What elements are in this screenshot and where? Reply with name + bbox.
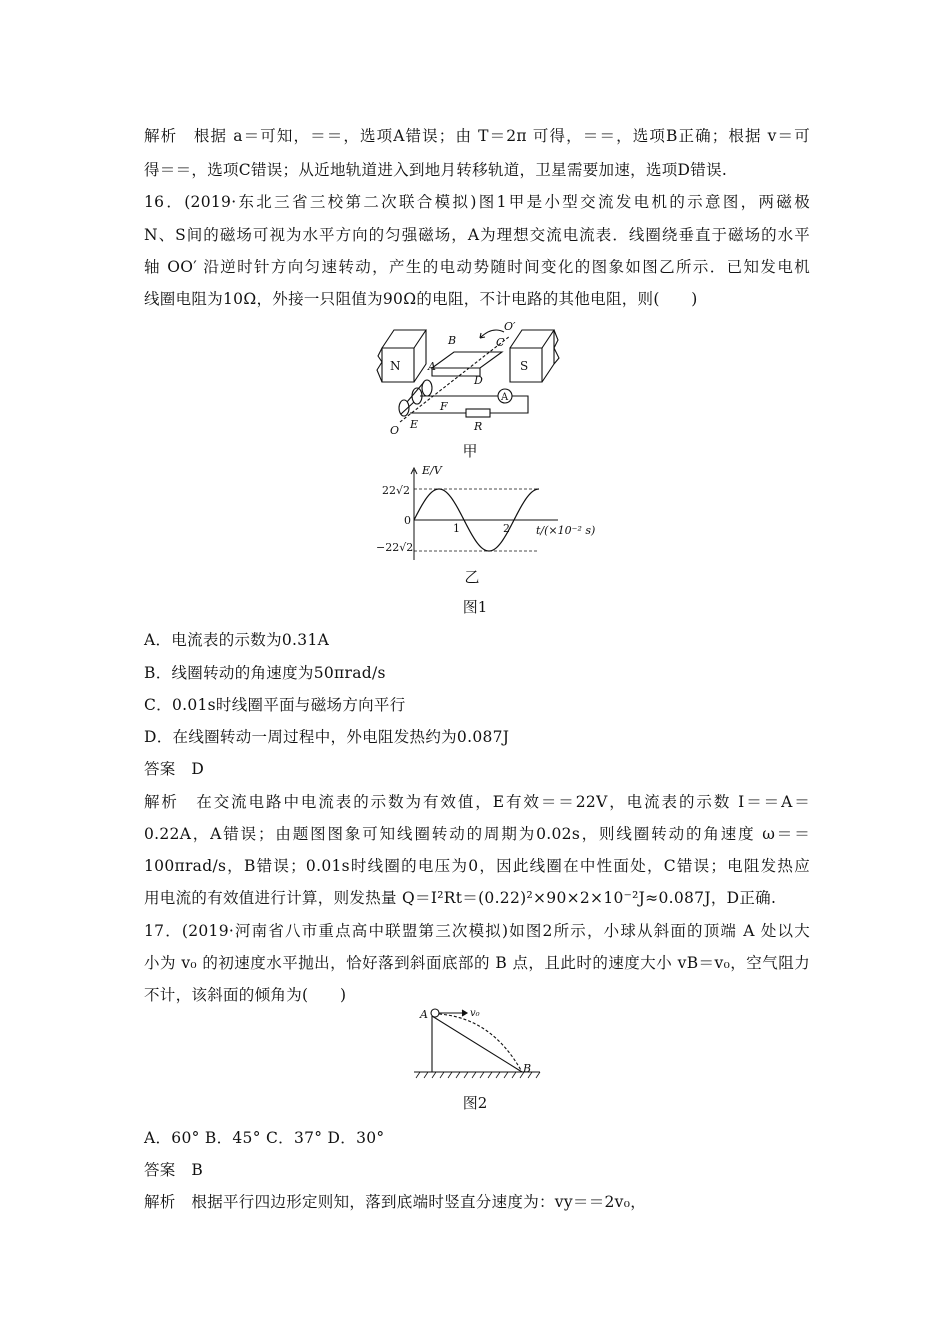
label-s: S: [520, 359, 529, 373]
ground-hatch: [416, 1072, 540, 1078]
y-tick-bottom: −22√2: [376, 541, 414, 554]
option-d: D．在线圈转动一周过程中，外电阻发热约为0.087J: [144, 728, 510, 746]
solution-16-line-2: 0.22A，A错误；由题图图象可知线圈转动的周期为0.02s，则线圈转动的角速度 ω＝＝: [144, 825, 810, 843]
label-n: N: [390, 359, 401, 373]
solution-15-line-2: 得＝＝，选项C错误；从近地轨道进入到地月转移轨道，卫星需要加速，选项D错误.: [144, 161, 728, 179]
option-b: B．线圈转动的角速度为50πrad/s: [144, 664, 386, 682]
x-tick-2: 2: [503, 522, 510, 535]
figure1-sub-jia: 甲: [462, 442, 478, 460]
label-o: O: [390, 424, 400, 437]
answer-17: 答案 B: [144, 1161, 204, 1179]
solution-16-line-3: 100πrad/s，B错误；0.01s时线圈的电压为0，因此线圈在中性面处，C错误；电阻发热应: [144, 857, 810, 875]
incline-diagram: [410, 1004, 544, 1082]
label-a: A: [428, 360, 436, 373]
y-tick-top: 22√2: [382, 484, 411, 497]
solution-16-line-1: 解析 在交流电路中电流表的示数为有效值，E有效＝＝22V，电流表的示数 I＝＝A＝: [144, 793, 810, 811]
figure2-caption: 图2: [462, 1094, 488, 1112]
generator-diagram: [370, 318, 580, 458]
question-17-line-2: 小为 v₀ 的初速度水平抛出，恰好落到斜面底部的 B 点，且此时的速度大小 vB＝v₀，空气阻力: [144, 954, 810, 972]
label-b: B: [448, 334, 457, 347]
label-a-fig2: A: [420, 1008, 428, 1021]
y-axis-label: E/V: [422, 464, 442, 477]
label-c: C: [496, 336, 505, 349]
question-17-line-3: 不计，该斜面的倾角为( ): [144, 986, 347, 1004]
emf-time-chart: [368, 462, 598, 562]
question-16-line-2: N、S间的磁场可视为水平方向的匀强磁场，A为理想交流电流表．线圈绕垂直于磁场的水平: [144, 226, 810, 244]
resistor-r: [466, 409, 490, 417]
question-16-line-3: 轴 OO′ 沿逆时针方向匀速转动，产生的电动势随时间变化的图象如图乙所示．已知发电机: [144, 258, 810, 276]
question-17-line-1: 17．(2019·河南省八市重点高中联盟第三次模拟)如图2所示，小球从斜面的顶端 A 处以大: [144, 922, 810, 940]
figure1-caption: 图1: [462, 598, 488, 616]
coil: [432, 352, 502, 368]
answer-16: 答案 D: [144, 760, 205, 778]
figure1-sub-yi: 乙: [464, 568, 480, 586]
label-b-fig2: B: [523, 1062, 532, 1075]
x-tick-1: 1: [453, 522, 460, 535]
label-ammeter: A: [501, 392, 509, 403]
option-c: C．0.01s时线圈平面与磁场方向平行: [144, 696, 406, 714]
label-d: D: [474, 374, 483, 387]
x-axis-label: t/(×10⁻² s): [536, 524, 596, 537]
label-r: R: [474, 420, 483, 433]
question-16-line-1: 16．(2019·东北三省三校第二次联合模拟)图1甲是小型交流发电机的示意图，两磁极: [144, 193, 810, 211]
y-tick-zero: 0: [404, 514, 411, 527]
options-17: A．60° B．45° C．37° D．30°: [144, 1129, 385, 1147]
magnet-s: [510, 330, 559, 382]
solution-15-line-1: 解析 根据 a＝可知，＝＝，选项A错误；由 T＝2π 可得，＝＝，选项B正确；根据 v＝可: [144, 127, 810, 145]
option-a: A．电流表的示数为0.31A: [144, 631, 330, 649]
ball: [431, 1009, 439, 1017]
solution-17-line-1: 解析 根据平行四边形定则知，落到底端时竖直分速度为：vy＝＝2v₀，: [144, 1193, 647, 1211]
label-v0: v₀: [470, 1008, 480, 1019]
magnet-n: [377, 330, 426, 382]
label-e: E: [410, 418, 419, 431]
label-f: F: [440, 400, 448, 413]
solution-16-line-4: 用电流的有效值进行计算，则发热量 Q＝I²Rt＝(0.22)²×90×2×10⁻²J≈0.087J，D正确.: [144, 889, 777, 907]
trajectory: [439, 1014, 522, 1072]
incline: [432, 1016, 522, 1072]
question-16-line-4: 线圈电阻为10Ω，外接一只阻值为90Ω的电阻，不计电路的其他电阻，则( ): [144, 290, 698, 308]
label-o-prime: O′: [504, 320, 516, 333]
